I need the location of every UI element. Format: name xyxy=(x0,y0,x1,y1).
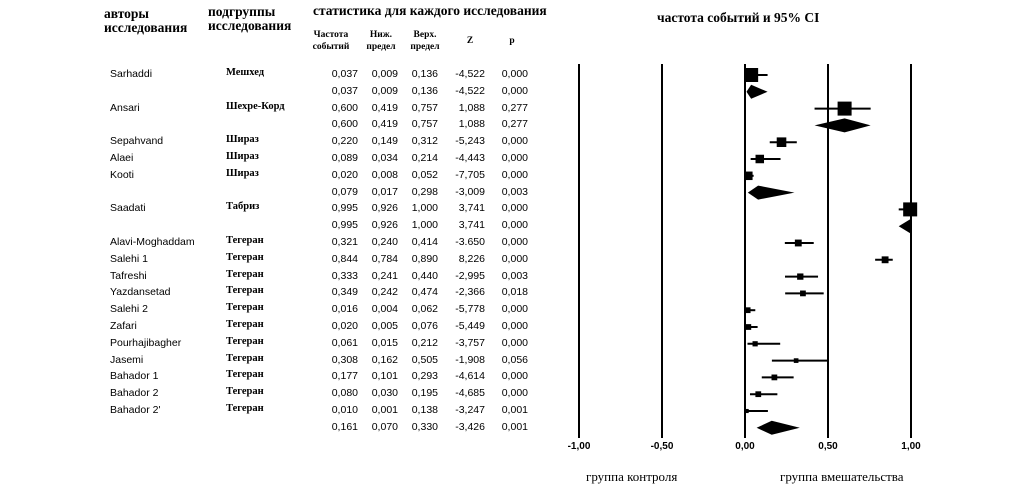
subgroup-name: Тегеран xyxy=(226,235,264,246)
tick-label: 1,00 xyxy=(901,441,921,452)
cell-p: 0,277 xyxy=(501,118,528,131)
cell-z: -1,908 xyxy=(455,353,485,366)
subgroup-name: Тегеран xyxy=(226,302,264,314)
cell-z: -2,366 xyxy=(455,286,485,299)
subgroup-name: Тегеран xyxy=(226,319,264,330)
cell-p: 0,000 xyxy=(501,387,528,400)
stats-title: статистика для каждого исследования xyxy=(313,3,547,18)
cell-z: 3,741 xyxy=(458,202,485,215)
cell-rate: 0,844 xyxy=(331,252,358,265)
cell-lower: 0,015 xyxy=(371,336,398,349)
author-name: Ansari xyxy=(110,101,140,114)
author-name: Bahador 2' xyxy=(110,404,161,416)
cell-upper: 0,474 xyxy=(411,286,438,299)
cell-p: 0,000 xyxy=(501,236,528,248)
cell-rate: 0,600 xyxy=(331,118,358,131)
author-name: Saadati xyxy=(110,202,146,215)
cell-upper: 0,062 xyxy=(411,303,438,316)
cell-rate: 0,020 xyxy=(331,320,358,332)
subgroup-name: Тегеран xyxy=(226,403,264,414)
summary-diamond xyxy=(746,85,767,99)
cell-rate: 0,010 xyxy=(331,404,358,416)
subgroup-name: Табриз xyxy=(226,201,260,213)
control-group-label: группа контроля xyxy=(586,469,678,484)
cell-lower: 0,926 xyxy=(371,202,398,215)
subgroup-name: Шираз xyxy=(226,134,259,146)
author-name: Bahador 1 xyxy=(110,370,159,383)
intervention-group-label: группа вмешательства xyxy=(780,469,904,484)
subgroup-name: Мешхед xyxy=(226,67,265,78)
cell-rate: 0,161 xyxy=(331,420,358,433)
cell-lower: 0,004 xyxy=(371,303,398,316)
cell-rate: 0,349 xyxy=(331,286,358,299)
author-name: Salehi 2 xyxy=(110,303,148,316)
cell-z: -3,009 xyxy=(455,185,485,198)
cell-z: 8,226 xyxy=(458,252,485,265)
cell-rate: 0,995 xyxy=(331,219,358,232)
author-name: Kooti xyxy=(110,168,134,181)
col-header-rate-line1: Частота xyxy=(313,30,349,40)
cell-upper: 0,212 xyxy=(411,336,438,349)
point-estimate xyxy=(795,240,802,247)
cell-z: -5,449 xyxy=(455,320,485,332)
cell-p: 0,000 xyxy=(501,168,528,181)
summary-diamond xyxy=(748,186,795,200)
cell-p: 0,000 xyxy=(501,320,528,332)
cell-z: -7,705 xyxy=(455,168,485,181)
summary-diamond xyxy=(815,118,871,132)
cell-rate: 0,600 xyxy=(331,101,358,114)
cell-z: -4,443 xyxy=(455,152,485,164)
point-estimate xyxy=(753,341,758,346)
cell-p: 0,003 xyxy=(501,185,528,198)
point-estimate xyxy=(903,202,917,216)
point-estimate xyxy=(745,307,751,313)
col-header-z: Z xyxy=(466,36,474,46)
author-name: Sepahvand xyxy=(110,135,164,148)
author-name: Alavi-Moghaddam xyxy=(110,236,195,248)
cell-lower: 0,926 xyxy=(371,219,398,232)
cell-p: 0,000 xyxy=(501,336,528,349)
cell-upper: 0,890 xyxy=(411,252,438,265)
col-header-p: p xyxy=(509,36,515,46)
cell-upper: 0,440 xyxy=(411,269,438,282)
cell-z: -3,426 xyxy=(455,420,485,433)
cell-upper: 0,757 xyxy=(411,118,438,131)
author-name: Sarhaddi xyxy=(110,68,153,80)
cell-rate: 0,037 xyxy=(331,84,358,97)
cell-lower: 0,001 xyxy=(371,404,398,416)
cell-upper: 0,136 xyxy=(411,68,438,80)
tick-label: 0,00 xyxy=(735,441,755,452)
cell-p: 0,000 xyxy=(501,252,528,265)
col-header-rate-line2: событий xyxy=(312,42,350,52)
point-estimate xyxy=(882,256,889,263)
cell-rate: 0,016 xyxy=(331,303,358,316)
summary-diamond xyxy=(899,219,911,233)
subgroups-header-line1: подгруппы xyxy=(208,4,276,19)
cell-lower: 0,419 xyxy=(371,118,398,131)
cell-z: -3.650 xyxy=(455,236,485,248)
cell-upper: 0,076 xyxy=(411,320,438,332)
point-estimate xyxy=(756,155,765,164)
cell-rate: 0,080 xyxy=(331,387,358,400)
cell-lower: 0,070 xyxy=(371,420,398,433)
cell-z: 3,741 xyxy=(458,219,485,232)
cell-lower: 0,034 xyxy=(371,152,398,164)
cell-p: 0,277 xyxy=(501,101,528,114)
subgroup-name: Шираз xyxy=(226,167,259,179)
cell-upper: 0,505 xyxy=(411,353,438,366)
cell-lower: 0,419 xyxy=(371,101,398,114)
authors-header-line1: авторы xyxy=(104,6,149,21)
point-estimate xyxy=(797,273,803,279)
cell-upper: 0,136 xyxy=(411,84,438,97)
cell-lower: 0,030 xyxy=(371,387,398,400)
cell-p: 0,000 xyxy=(501,84,528,97)
cell-z: -3,247 xyxy=(455,404,485,416)
cell-lower: 0,005 xyxy=(371,320,398,332)
cell-p: 0,000 xyxy=(501,68,528,80)
author-name: Jasemi xyxy=(110,353,144,366)
author-name: Alaei xyxy=(110,152,134,164)
cell-lower: 0,008 xyxy=(371,168,398,181)
plot-title: частота событий и 95% CI xyxy=(657,10,820,25)
cell-rate: 0,308 xyxy=(331,353,358,366)
cell-p: 0,003 xyxy=(501,269,528,282)
point-estimate xyxy=(744,172,753,181)
cell-upper: 0,293 xyxy=(411,370,438,383)
cell-upper: 0,414 xyxy=(411,236,438,248)
tick-label: -1,00 xyxy=(567,441,591,452)
point-estimate xyxy=(755,391,761,397)
cell-z: 1,088 xyxy=(458,118,485,131)
cell-upper: 0,757 xyxy=(411,101,438,114)
point-estimate xyxy=(777,137,787,147)
cell-p: 0,056 xyxy=(501,353,528,366)
summary-diamond xyxy=(757,421,800,435)
cell-p: 0,001 xyxy=(501,420,528,433)
cell-rate: 0,333 xyxy=(331,269,358,282)
subgroup-name: Тегеран xyxy=(226,386,264,398)
cell-p: 0,000 xyxy=(501,202,528,215)
subgroups-header-line2: исследования xyxy=(208,18,292,33)
cell-upper: 0,298 xyxy=(411,185,438,198)
col-header-lower-line2: предел xyxy=(366,42,396,52)
cell-p: 0,000 xyxy=(501,152,528,164)
cell-upper: 0,195 xyxy=(411,387,438,400)
cell-z: 1,088 xyxy=(458,101,485,114)
cell-upper: 0,052 xyxy=(411,168,438,181)
cell-lower: 0,242 xyxy=(371,286,398,299)
author-name: Pourhajibagher xyxy=(110,336,182,349)
col-header-lower-line1: Ниж. xyxy=(369,30,393,40)
cell-p: 0,000 xyxy=(501,135,528,148)
subgroup-name: Тегеран xyxy=(226,369,264,381)
cell-lower: 0,149 xyxy=(371,135,398,148)
cell-z: -2,995 xyxy=(455,269,485,282)
author-name: Bahador 2 xyxy=(110,387,159,400)
author-name: Yazdansetad xyxy=(110,286,171,299)
cell-upper: 0,214 xyxy=(411,152,438,164)
point-estimate xyxy=(800,291,806,297)
cell-lower: 0,240 xyxy=(371,236,398,248)
cell-z: -4,522 xyxy=(455,68,485,80)
cell-p: 0,000 xyxy=(501,303,528,316)
cell-lower: 0,017 xyxy=(371,185,398,198)
cell-p: 0,018 xyxy=(501,286,528,299)
col-header-upper-line2: предел xyxy=(410,42,440,52)
author-name: Zafari xyxy=(110,320,137,332)
cell-rate: 0,037 xyxy=(331,68,358,80)
subgroup-name: Тегеран xyxy=(226,352,264,364)
subgroup-name: Тегеран xyxy=(226,285,264,297)
point-estimate xyxy=(772,375,778,381)
cell-upper: 0,312 xyxy=(411,135,438,148)
cell-rate: 0,020 xyxy=(331,168,358,181)
point-estimate xyxy=(794,358,799,363)
subgroup-name: Шехре-Корд xyxy=(226,100,285,112)
cell-z: -5,778 xyxy=(455,303,485,316)
point-estimate xyxy=(745,409,749,413)
subgroup-name: Тегеран xyxy=(226,268,264,280)
cell-upper: 0,138 xyxy=(411,404,438,416)
author-name: Tafreshi xyxy=(110,269,147,282)
cell-rate: 0,079 xyxy=(331,185,358,198)
cell-rate: 0,321 xyxy=(331,236,358,248)
cell-lower: 0,241 xyxy=(371,269,398,282)
authors-header-line2: исследования xyxy=(104,20,188,35)
cell-lower: 0,162 xyxy=(371,353,398,366)
cell-rate: 0,220 xyxy=(331,135,358,148)
tick-label: 0,50 xyxy=(818,441,838,452)
author-name: Salehi 1 xyxy=(110,252,148,265)
cell-p: 0,000 xyxy=(501,370,528,383)
cell-lower: 0,101 xyxy=(371,370,398,383)
subgroup-name: Тегеран xyxy=(226,335,264,347)
cell-z: -4,614 xyxy=(455,370,485,383)
cell-upper: 1,000 xyxy=(411,219,438,232)
cell-lower: 0,009 xyxy=(371,84,398,97)
cell-z: -3,757 xyxy=(455,336,485,349)
cell-upper: 1,000 xyxy=(411,202,438,215)
point-estimate xyxy=(838,102,852,116)
cell-upper: 0,330 xyxy=(411,420,438,433)
cell-z: -4,522 xyxy=(455,84,485,97)
cell-p: 0,001 xyxy=(501,404,528,416)
cell-p: 0,000 xyxy=(501,219,528,232)
cell-rate: 0,177 xyxy=(331,370,358,383)
cell-lower: 0,784 xyxy=(371,252,398,265)
cell-lower: 0,009 xyxy=(371,68,398,80)
point-estimate xyxy=(744,68,758,82)
subgroup-name: Тегеран xyxy=(226,251,264,263)
tick-label: -0,50 xyxy=(650,441,674,452)
cell-rate: 0,061 xyxy=(331,336,358,349)
cell-z: -4,685 xyxy=(455,387,485,400)
subgroup-name: Шираз xyxy=(226,151,259,162)
cell-z: -5,243 xyxy=(455,135,485,148)
cell-rate: 0,995 xyxy=(331,202,358,215)
col-header-upper-line1: Верх. xyxy=(413,30,437,40)
point-estimate xyxy=(745,324,751,330)
cell-rate: 0,089 xyxy=(331,152,358,164)
